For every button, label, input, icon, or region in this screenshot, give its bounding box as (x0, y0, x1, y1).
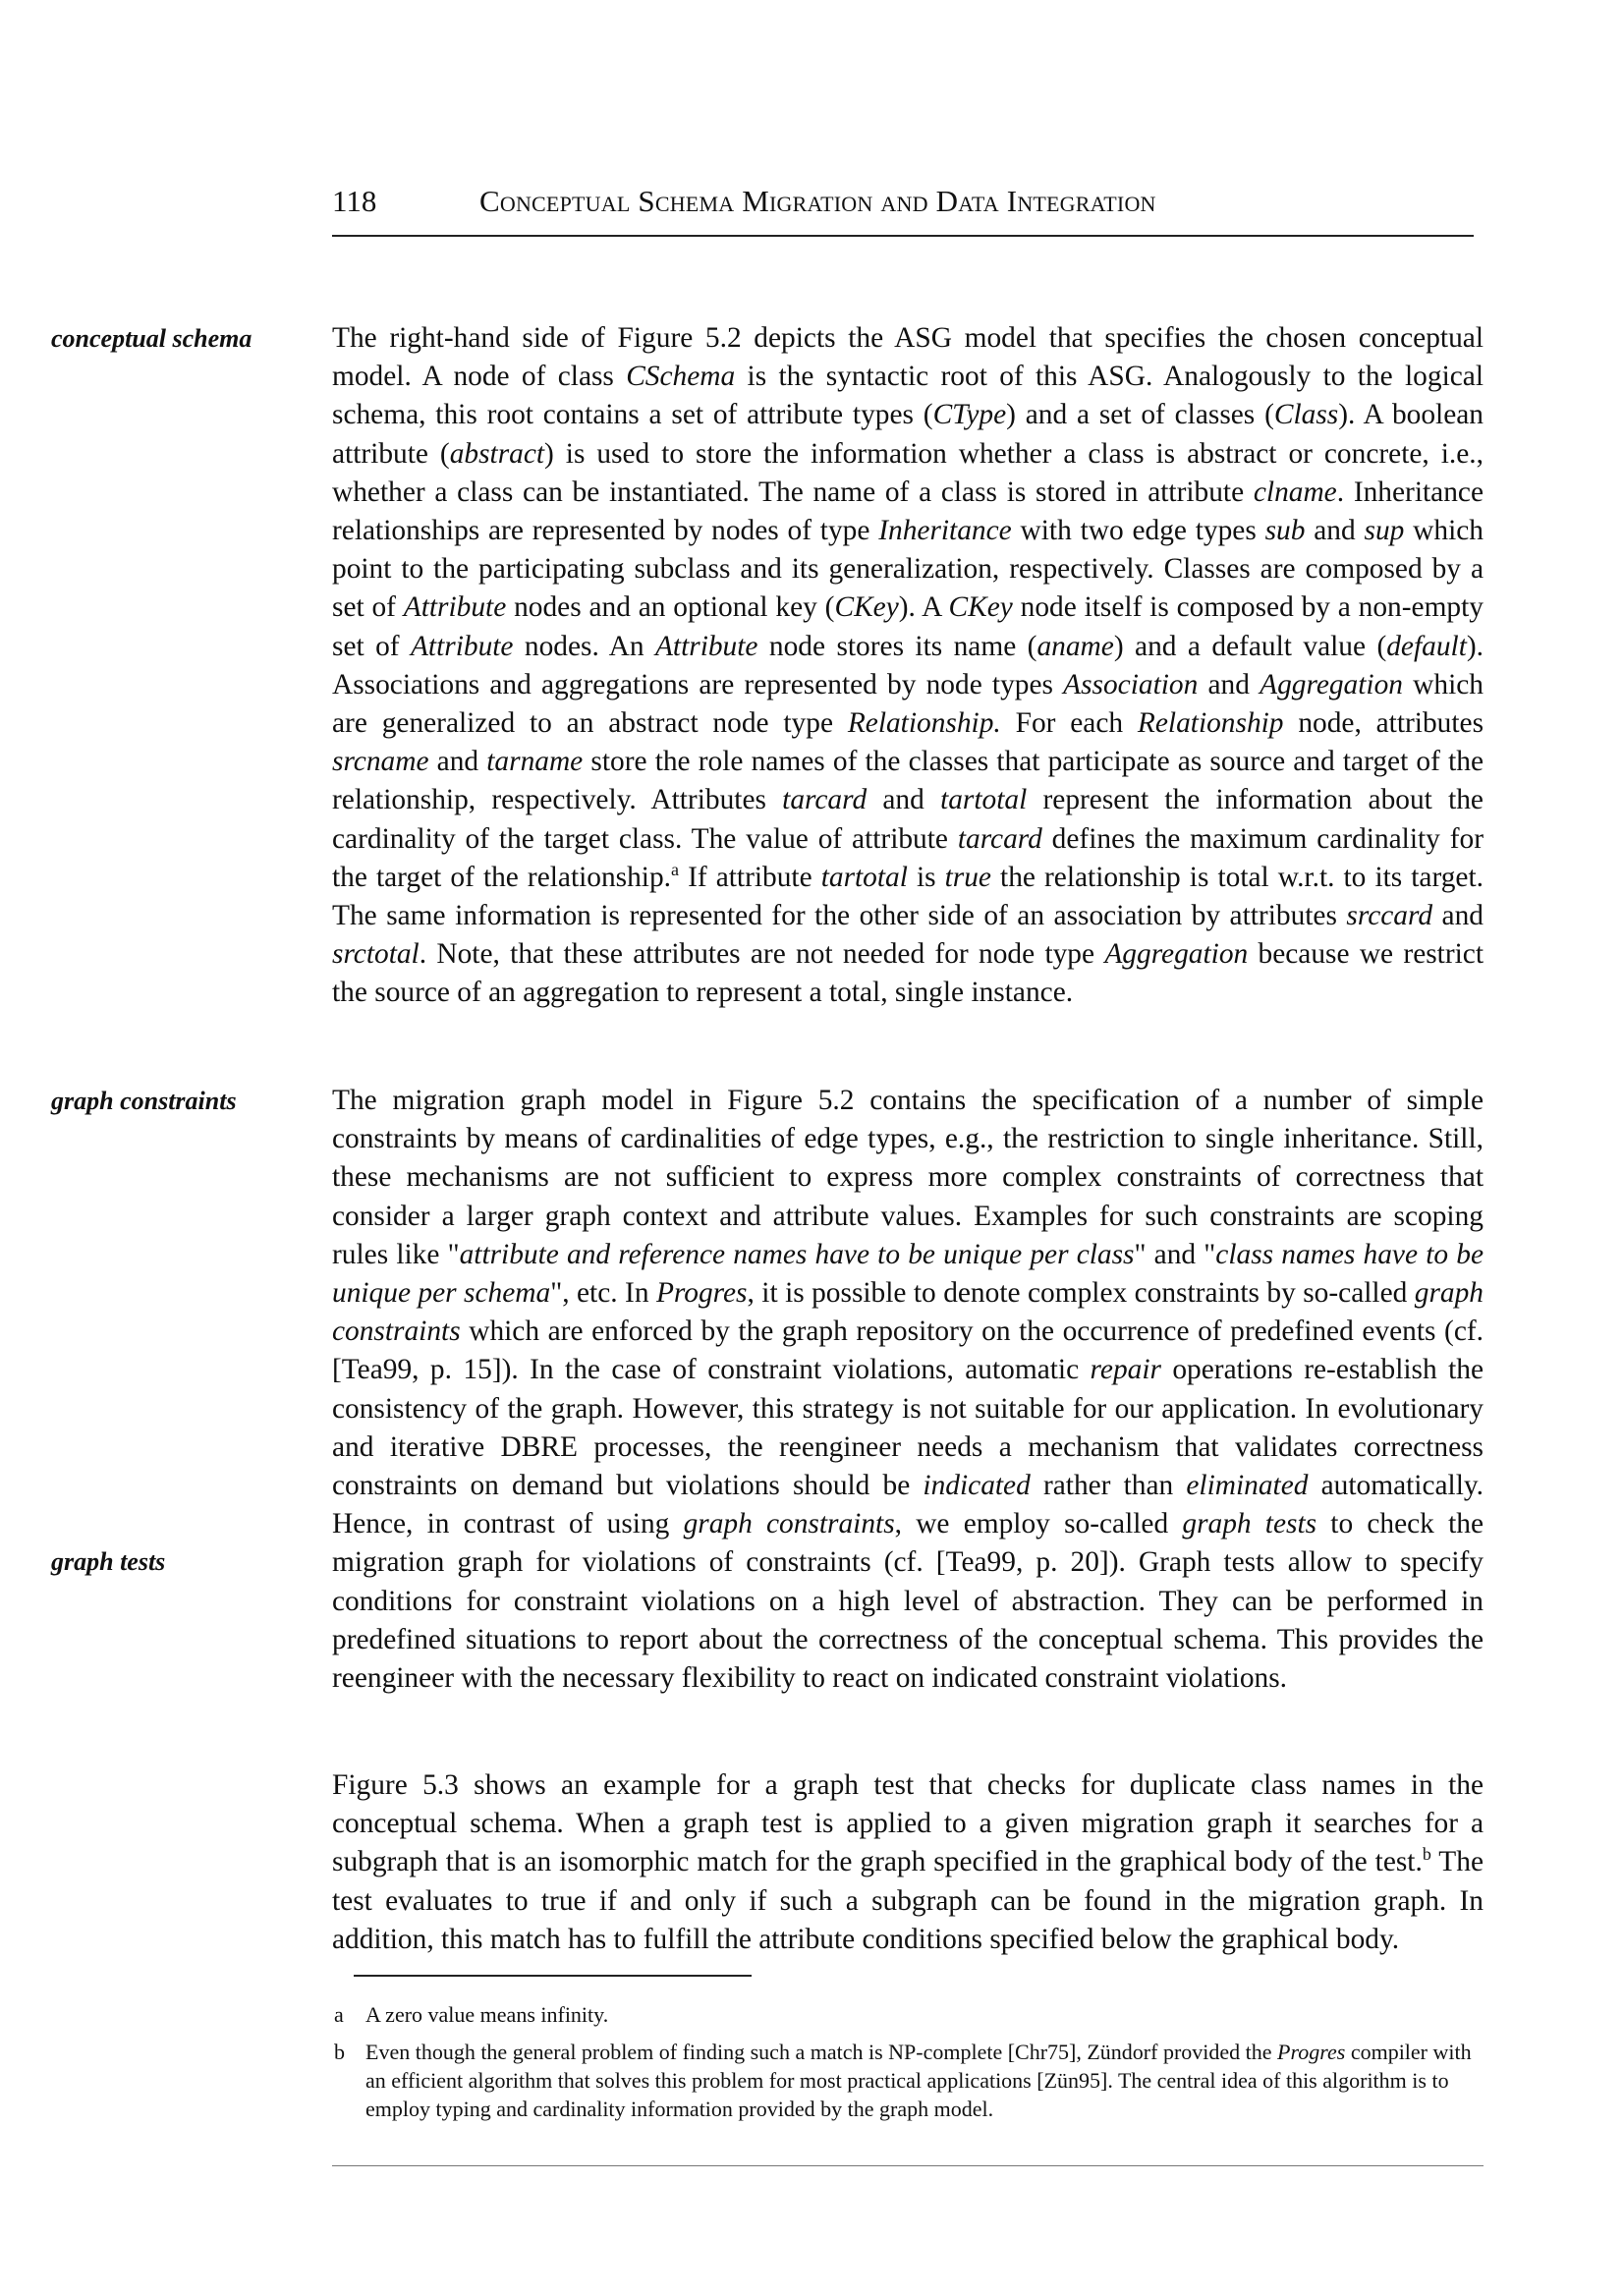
text-run: which are enforced by the graph repository on the occurrence of predefined events (cf. [Tea99, p. 15]). In the case of constraint violations, automatic (332, 1315, 1484, 1386)
emphasis: Progres (655, 1277, 748, 1310)
bottom-rule (332, 2165, 1484, 2166)
text-run: rather than (1030, 1470, 1187, 1502)
text-run: and (1305, 515, 1365, 547)
text-run: ). A (898, 591, 949, 624)
text-run: defines the maximum cardinality for the target of the relationship. (332, 822, 1484, 893)
text-run: ) is used to store the information whether a class is abstract or concrete, i.e., whether a class can be instantiated. The name of a class is stored in attribute (332, 437, 1484, 508)
text-run: nodes and an optional key ( (506, 591, 835, 624)
emphasis: Relationship. (847, 707, 1001, 740)
text-run: store the role names of the classes that participate as source and target of the relationship, respectively. Attributes (332, 746, 1484, 816)
text-run: For each (1000, 707, 1138, 740)
margin-note-conceptual-schema: conceptual schema (51, 324, 252, 353)
text-run: and (867, 784, 941, 816)
emphasis: Progres (1277, 2040, 1346, 2064)
footnote-reference: b (1422, 1844, 1431, 1865)
text-run: ) and a set of classes ( (1006, 399, 1274, 431)
footnote-text (365, 2000, 1484, 2029)
text-run: and (1198, 668, 1260, 700)
footnote-rule (354, 1975, 752, 1977)
page-number: 118 (332, 184, 377, 218)
footnote-mark: a (334, 2002, 344, 2027)
text-run: The test evaluates to true if and only if such a subgraph can be found in the migration graph. In addition, this match has to fulfill the attribute conditions specified below the graphical body. (332, 1846, 1484, 1955)
emphasis: repair (1090, 1354, 1161, 1386)
text-run: the relationship is total w.r.t. to its target. The same information is represented for the other side of an association by attributes (332, 861, 1484, 932)
text-run: Figure 5.3 shows an example for a graph test that checks for duplicate class names in the conceptual schema. When a graph test is applied to a given migration graph it searches for a subgraph that is an isomorphic match for the graph specified in the graphical body of the test. (332, 1769, 1484, 1878)
text-run: , it is possible to denote complex constraints by so-called (747, 1277, 1415, 1310)
text-run: node itself is composed by a non-empty set of (332, 591, 1484, 662)
emphasis: class names have to be unique per schema (332, 1238, 1484, 1310)
emphasis: abstract (449, 437, 545, 470)
text-run: If attribute (679, 861, 821, 893)
running-header (332, 184, 1474, 237)
emphasis: Aggregation (1104, 938, 1249, 971)
text-run: . Inheritance relationships are represented by nodes of type (332, 476, 1484, 547)
emphasis: tartotal (820, 861, 908, 893)
margin-note-graph-tests: graph tests (51, 1547, 166, 1576)
text-run: ). Associations and aggregations are represented by node types (332, 630, 1484, 700)
emphasis: eliminated (1186, 1470, 1309, 1502)
paragraph-conceptual-schema (332, 319, 1484, 1013)
text-run: with two edge types (1011, 515, 1265, 547)
emphasis: clname (1253, 476, 1337, 508)
emphasis: Class (1273, 399, 1339, 431)
footnote-reference: a (671, 860, 680, 880)
emphasis: tarcard (782, 784, 868, 816)
emphasis: Inheritance (878, 515, 1012, 547)
text-run: The right-hand side of Figure 5.2 depicts the ASG model that specifies the chosen conceptual model. A node of class (332, 322, 1484, 393)
emphasis: true (944, 861, 991, 893)
emphasis: srccard (1346, 900, 1433, 932)
text-run: nodes. An (513, 630, 655, 662)
emphasis: Attribute (410, 630, 514, 662)
emphasis: tarcard (957, 822, 1042, 855)
emphasis: Attribute (403, 591, 507, 624)
text-run: and (1432, 900, 1484, 932)
text-run: is the syntactic root of this ASG. Analogously to the logical schema, this root contains a set of attribute types ( (332, 361, 1484, 431)
text-run: to check the migration graph for violations of constraints (cf. [Tea99, p. 20]). Graph tests allow to specify conditions for constraint violations on a high level of abstraction. They can be performed in predefined situations to report about the correctness of the conceptual schema. This provides the reengineer with the necessary flexibility to react on indicated constraint violations. (332, 1508, 1484, 1695)
text-run: ", etc. In (550, 1277, 656, 1310)
text-run: , we employ so-called (894, 1508, 1183, 1540)
text-run: operations re-establish the consistency of the graph. However, this strategy is not suitable for our application. In evolutionary and iterative DBRE processes, the reengineer needs a mechanism that validates correctness constraints on demand but violations should be (332, 1354, 1484, 1502)
text-run: Even though the general problem of finding such a match is NP-complete [Chr75], Zündorf provided the (365, 2040, 1278, 2064)
emphasis: Attribute (654, 630, 758, 662)
emphasis: CSchema (626, 361, 736, 393)
text-run: The migration graph model in Figure 5.2 contains the specification of a number of simple constraints by means of cardinalities of edge types, e.g., the restriction to single inheritance. Still, these mechanisms are not sufficient to express more complex constraints of correctness that consider a larger graph context and attribute values. Examples for such constraints are scoping rules like " (332, 1085, 1484, 1270)
emphasis: CKey (948, 591, 1013, 624)
emphasis: tartotal (940, 784, 1028, 816)
emphasis: CKey (834, 591, 899, 624)
emphasis: tarname (486, 746, 584, 778)
emphasis: sup (1364, 515, 1405, 547)
paragraph-figure-5-3 (332, 1766, 1484, 1959)
text-run: and (428, 746, 487, 778)
text-run: compiler with an efficient algorithm that solves this problem for most practical applications [Zün95]. The central idea of this algorithm is to employ typing and cardinality information provided by the graph model. (365, 2040, 1472, 2121)
text-run: A zero value means infinity. (365, 2002, 609, 2027)
emphasis: attribute and reference names have to be unique per class (459, 1238, 1135, 1270)
footnote-text (365, 2038, 1484, 2123)
emphasis: graph constraints (683, 1508, 895, 1540)
emphasis: Aggregation (1260, 668, 1403, 700)
text-run: represent the information about the cardinality of the target class. The value of attribute (332, 784, 1484, 855)
text-run: ) and a default value ( (1113, 630, 1387, 662)
emphasis: graph tests (1182, 1508, 1317, 1540)
text-run: because we restrict the source of an aggregation to represent a total, single instance. (332, 938, 1484, 1009)
emphasis: CType (932, 399, 1007, 431)
running-title: Conceptual Schema Migration and Data Integration (479, 184, 1156, 218)
emphasis: sub (1264, 515, 1306, 547)
paragraph-graph-constraints (332, 1082, 1484, 1698)
text-run: " and " (1134, 1238, 1216, 1270)
text-run: node, attributes (1283, 707, 1484, 740)
emphasis: graph constraints (332, 1277, 1484, 1348)
text-run: is (907, 861, 945, 893)
text-run: which are generalized to an abstract node type (332, 668, 1484, 740)
footnote-a (332, 2000, 1484, 2029)
footnote-mark: b (334, 2040, 345, 2064)
emphasis: Relationship (1137, 707, 1284, 740)
emphasis: aname (1036, 630, 1114, 662)
emphasis: Association (1063, 668, 1199, 700)
text-run: . Note, that these attributes are not needed for node type (419, 938, 1105, 971)
text-run: automatically. Hence, in contrast of using (332, 1470, 1484, 1540)
text-run: which point to the participating subclass and its generalization, respectively. Classes are composed by a set of (332, 515, 1484, 624)
emphasis: default (1386, 630, 1467, 662)
text-run: node stores its name ( (757, 630, 1037, 662)
text-run: ). A boolean attribute ( (332, 399, 1484, 470)
emphasis: srcname (332, 746, 429, 778)
emphasis: srctotal (332, 938, 420, 971)
footnote-b (332, 2038, 1484, 2123)
emphasis: indicated (923, 1470, 1031, 1502)
margin-note-graph-constraints: graph constraints (51, 1087, 237, 1115)
